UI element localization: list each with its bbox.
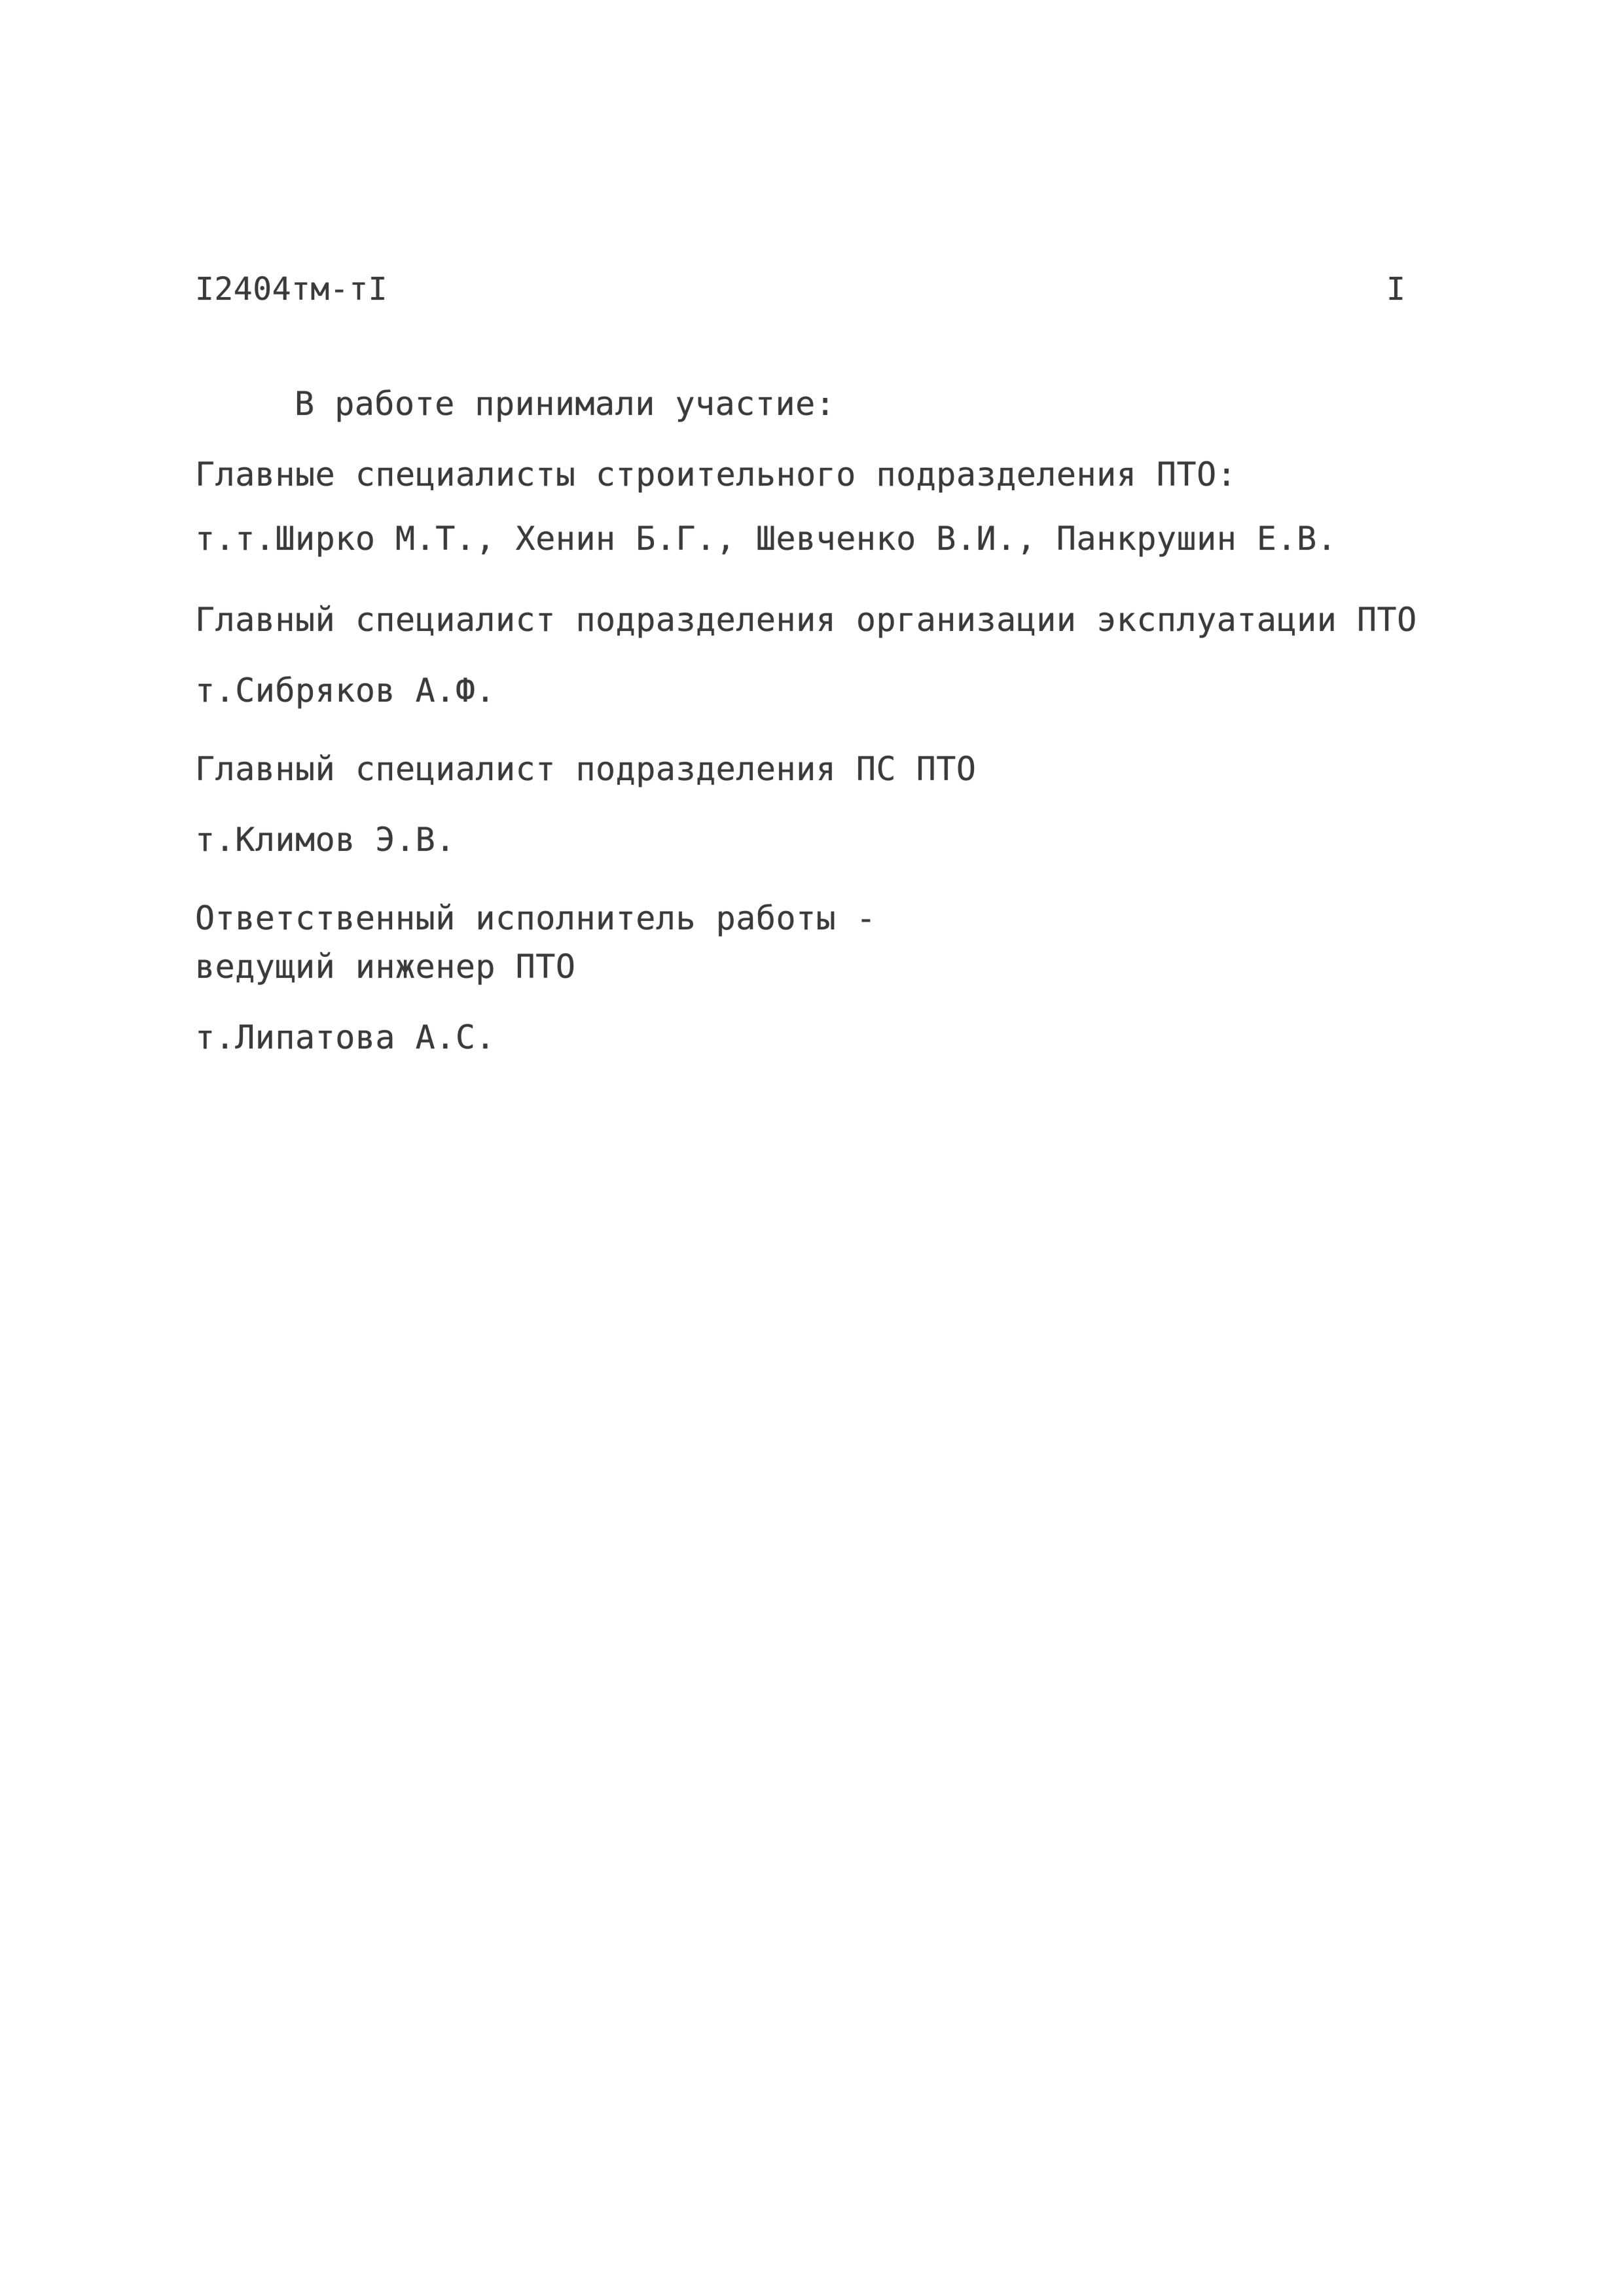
document-code: I2404тм-тI [195, 271, 388, 308]
ps-specialist-title: Главный специалист подразделения ПС ПТО [195, 750, 977, 788]
construction-specialists-title: Главные специалисты строительного подразделения ПТО: [195, 456, 1237, 493]
responsible-executor-name: т.Липатова А.С. [195, 1018, 496, 1056]
ps-specialist-name: т.Климов Э.В. [195, 821, 456, 859]
operations-specialist-name: т.Сибряков А.Ф. [195, 672, 496, 709]
responsible-executor-title: Ответственный исполнитель работы - [195, 899, 876, 937]
participants-intro: В работе принимали участие: [295, 385, 836, 423]
page-number: I [1386, 271, 1405, 308]
responsible-executor-position: ведущий инженер ПТО [195, 948, 576, 986]
operations-specialist-title: Главный специалист подразделения организации эксплуатации ПТО [195, 601, 1417, 639]
construction-specialists-names: т.т.Ширко М.Т., Хенин Б.Г., Шевченко В.И., Панкрушин Е.В. [195, 520, 1337, 558]
